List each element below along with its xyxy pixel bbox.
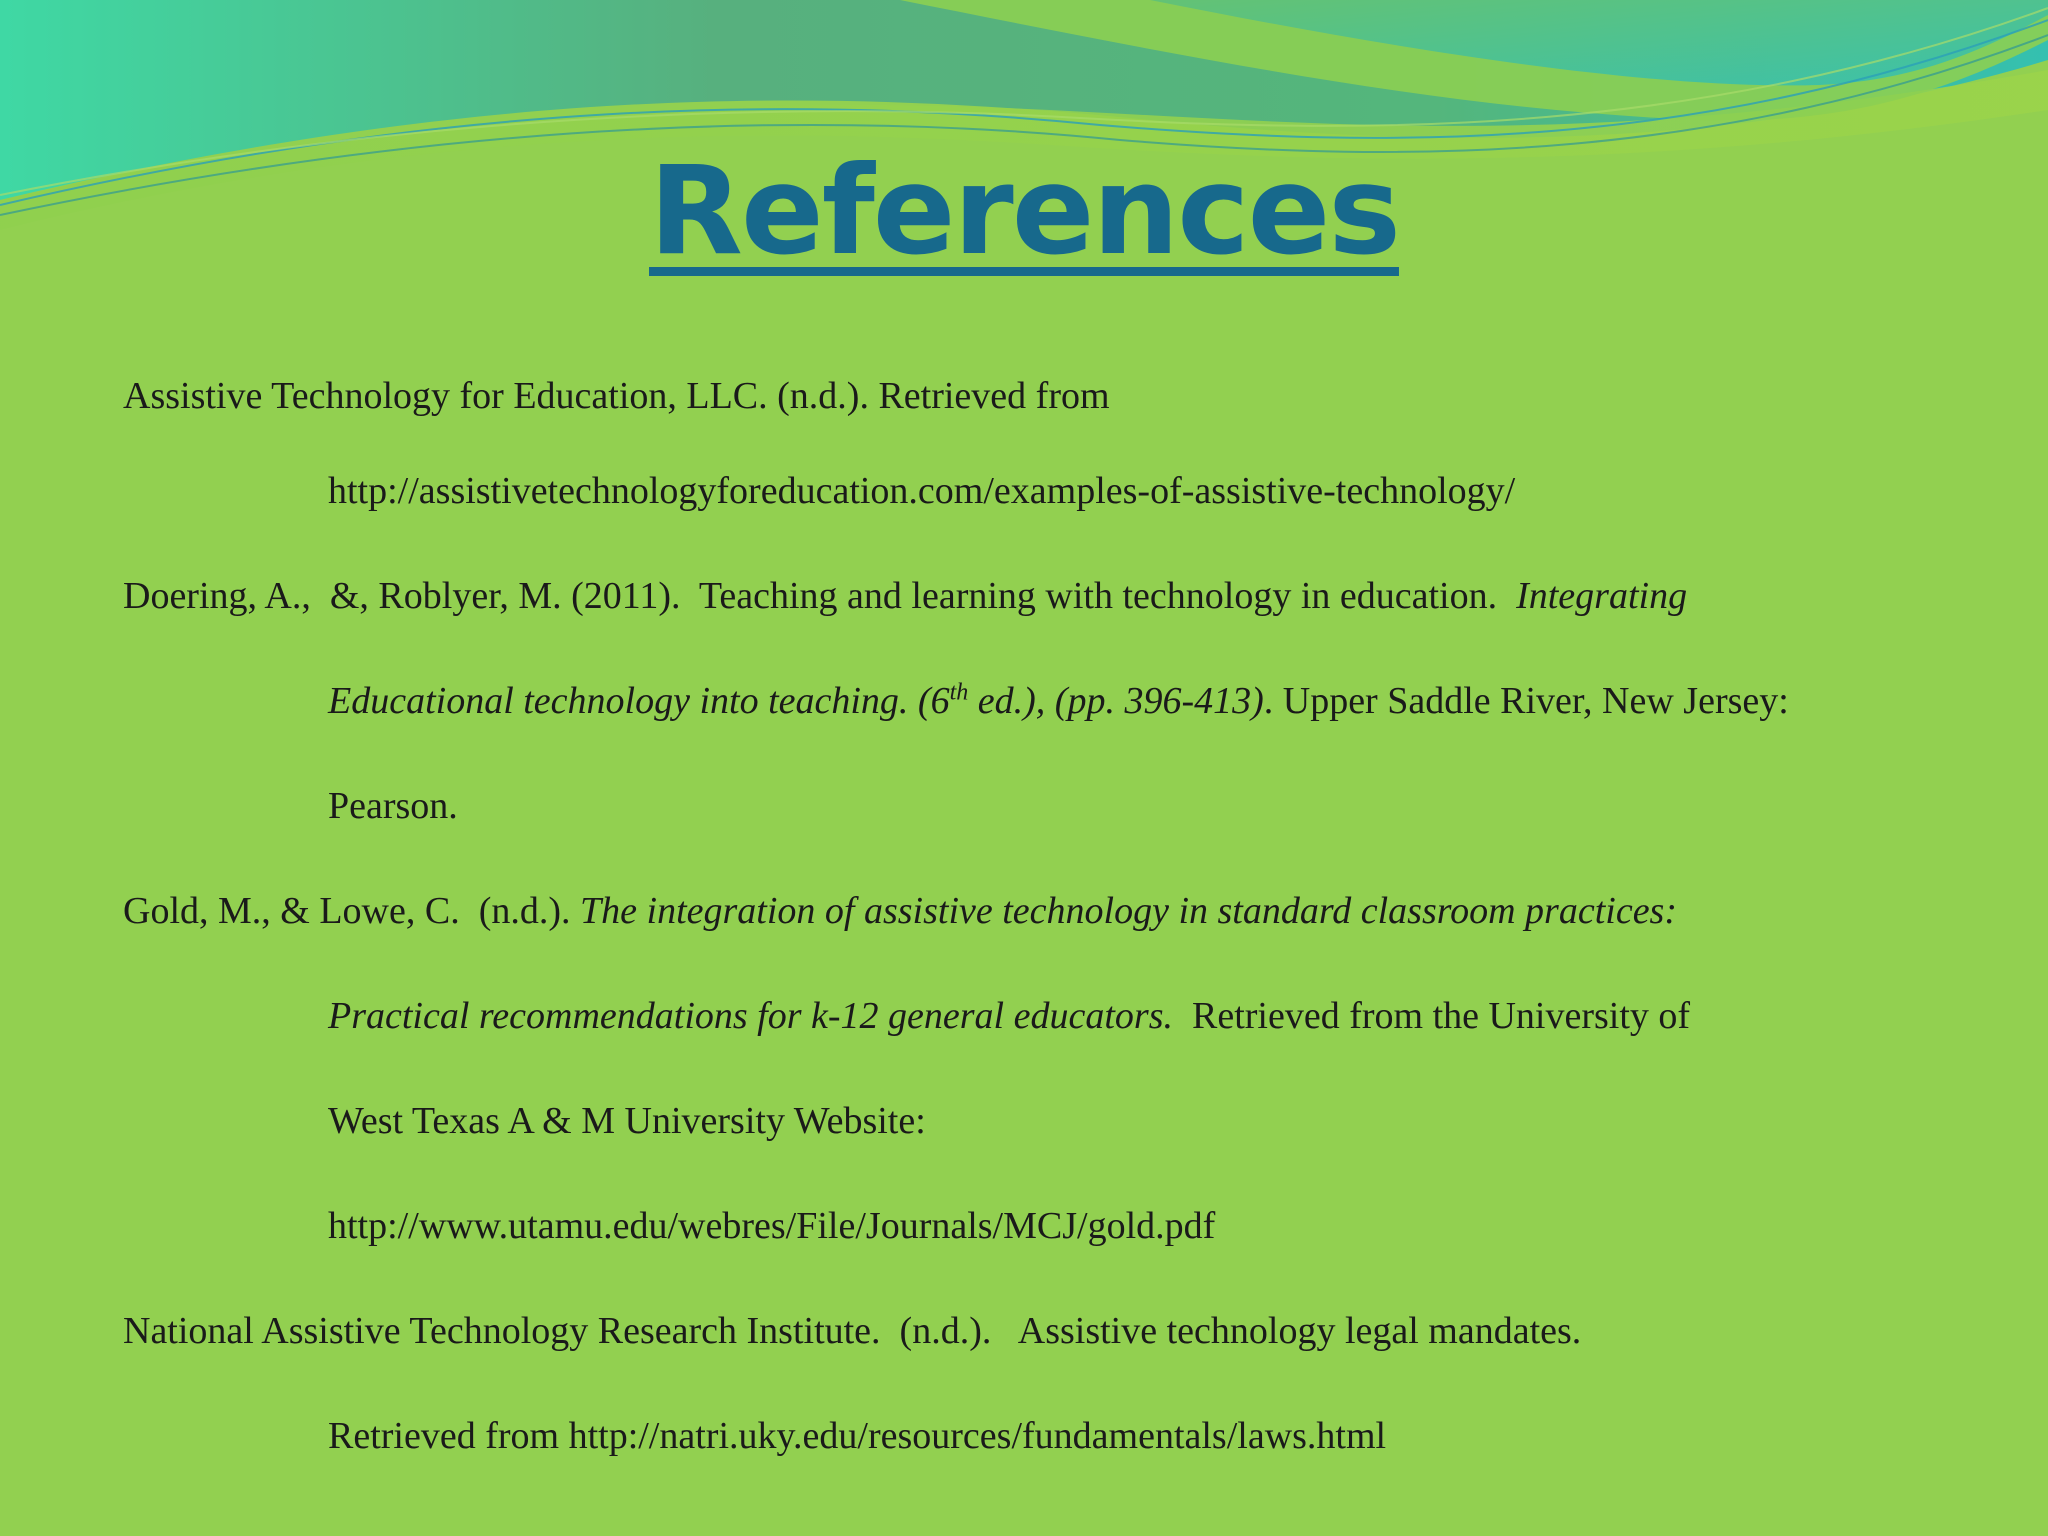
page-title-text: References <box>649 140 1399 282</box>
reference-2-edition-pages: ed.), (pp. 396-413) <box>968 680 1264 722</box>
reference-2-book-title-start: Integrating <box>1516 575 1688 617</box>
reference-3-title: The integration of assistive technology in standard classroom practices: <box>580 890 1678 932</box>
reference-3-subtitle: Practical recommendations for k-12 general educators. <box>328 995 1173 1037</box>
reference-3-line-3 <box>328 1102 926 1140</box>
reference-2-line-3 <box>328 787 458 825</box>
reference-2-publisher: Pearson. <box>328 785 458 827</box>
reference-3-url: http://www.utamu.edu/webres/File/Journals/MCJ/gold.pdf <box>328 1205 1216 1247</box>
reference-3-authors: Gold, M., & Lowe, C. (n.d.). <box>123 890 581 932</box>
reference-2-edition-sup: th <box>949 679 969 706</box>
reference-1-line-2 <box>328 472 1515 510</box>
reference-3-retrieved: Retrieved from the University of <box>1172 995 1691 1037</box>
reference-2-book-title-cont: Educational technology into teaching. (6 <box>328 680 950 722</box>
reference-2-line-2 <box>328 679 1789 722</box>
reference-3-source: West Texas A & M University Website: <box>328 1100 926 1142</box>
reference-1-line-1 <box>123 377 1110 415</box>
reference-3-line-4 <box>328 1207 1215 1245</box>
reference-1-url: http://assistivetechnologyforeducation.com/examples-of-assistive-technology/ <box>328 470 1516 512</box>
reference-4-line-1 <box>123 1312 1581 1350</box>
page-title <box>0 140 2048 282</box>
reference-2-publisher-place: . Upper Saddle River, New Jersey: <box>1263 680 1789 722</box>
reference-1-line-1-text: Assistive Technology for Education, LLC. (n.d.). Retrieved from <box>123 375 1110 417</box>
reference-2-authors: Doering, A., &, Roblyer, M. (2011). Teaching and learning with technology in education. <box>123 575 1517 617</box>
reference-2-line-1 <box>123 577 1687 615</box>
reference-4-line-2 <box>328 1417 1386 1455</box>
reference-4-url: Retrieved from http://natri.uky.edu/resources/fundamentals/laws.html <box>328 1415 1387 1457</box>
reference-4-line-1-text: National Assistive Technology Research Institute. (n.d.). Assistive technology legal mandates. <box>123 1310 1582 1352</box>
reference-3-line-2 <box>328 997 1690 1035</box>
reference-3-line-1 <box>123 892 1677 930</box>
